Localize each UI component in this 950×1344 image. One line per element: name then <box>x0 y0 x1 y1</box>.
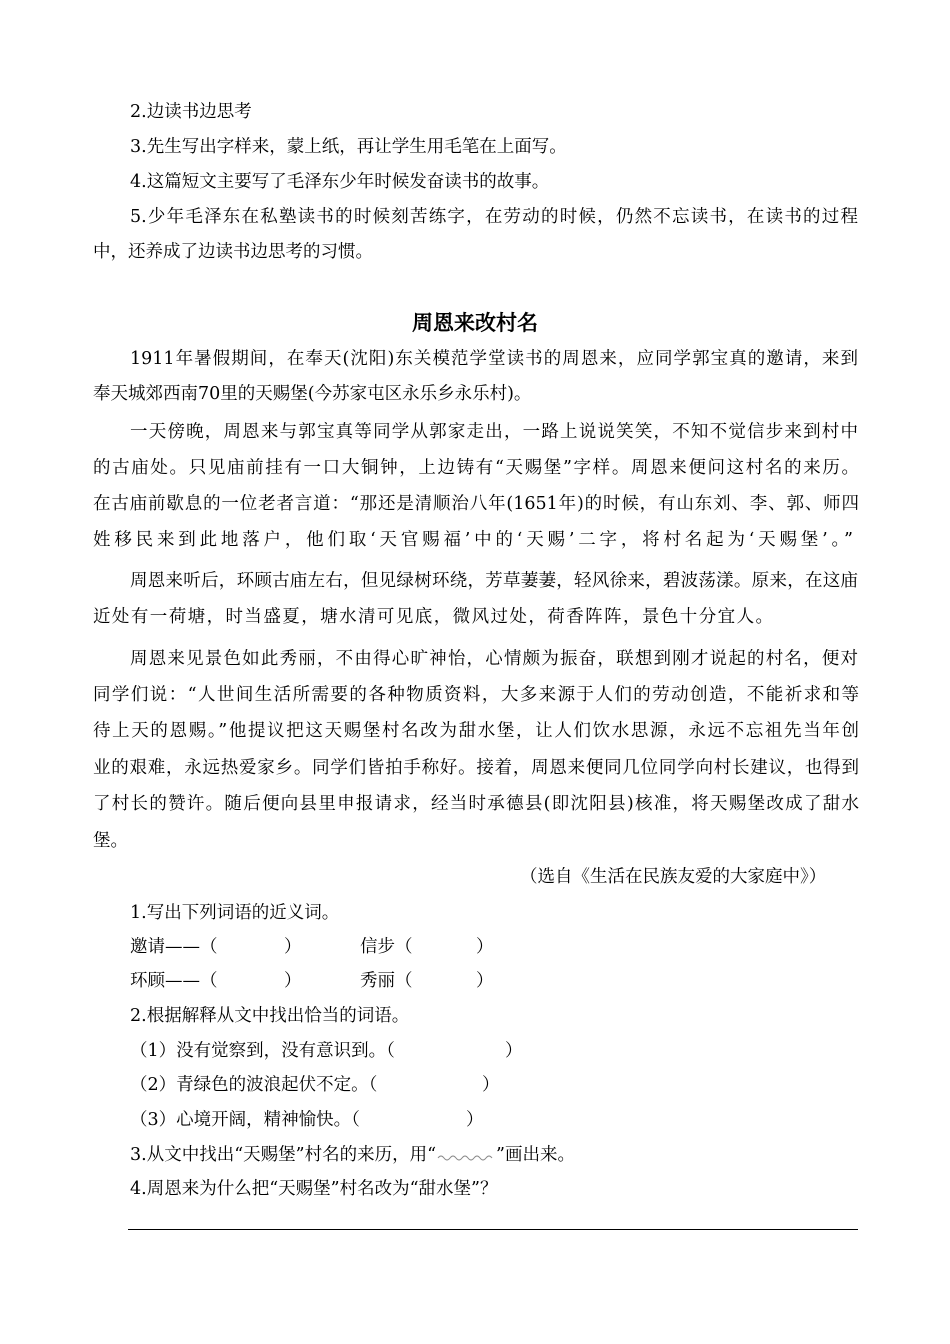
article-title: 周恩来改村名 <box>412 311 538 335</box>
question-2-item-1-close: ） <box>505 1041 523 1061</box>
answer-3: 3.先生写出字样来，蒙上纸，再让学生用毛笔在上面写。 <box>130 137 567 157</box>
question-1-word-3-open: 环顾——（ <box>130 971 218 991</box>
question-3-text-a: 3.从文中找出“天赐堡”村名的来历，用“ <box>130 1145 437 1165</box>
question-2-item-3: （3）心境开阔，精神愉快。（ <box>130 1110 360 1130</box>
question-2: 2.根据解释从文中找出恰当的词语。 <box>130 1006 410 1026</box>
paragraph-1-line-1: 1911年暑假期间，在奉天(沈阳)东关模范学堂读书的周恩来，应同学郭宝真的邀请，来到 <box>130 349 858 369</box>
answer-2: 2.边读书边思考 <box>130 102 252 122</box>
question-2-item-2: （2）青绿色的波浪起伏不定。（ <box>130 1075 378 1095</box>
paragraph-4-line-5: 了村长的赞许。随后便向县里申报请求，经当时承德县(即沈阳县)核准，将天赐堡改成了甜水 <box>93 794 859 814</box>
paragraph-2-line-2: 的古庙处。只见庙前挂有一口大铜钟，上边铸有“天赐堡”字样。周恩来便问这村名的来历。 <box>93 458 859 478</box>
question-3 <box>130 1143 575 1167</box>
question-1-word-2-close: ） <box>476 937 494 957</box>
article-source: （选自《生活在民族友爱的大家庭中》） <box>520 867 827 887</box>
paragraph-2-line-3: 在古庙前歇息的一位老者言道：“那还是清顺治八年(1651年)的时候，有山东刘、李、郭、师四 <box>93 494 859 514</box>
wavy-underline-icon <box>436 1152 496 1162</box>
question-2-item-3-close: ） <box>466 1110 484 1130</box>
question-1-word-1-close: ） <box>284 937 302 957</box>
answer-5-line-1: 5.少年毛泽东在私塾读书的时候刻苦练字，在劳动的时候，仍然不忘读书，在读书的过程 <box>130 207 858 227</box>
question-1-word-2-open: 信步（ <box>360 937 413 957</box>
paragraph-3-line-1: 周恩来听后，环顾古庙左右，但见绿树环绕，芳草萋萋，轻风徐来，碧波荡漾。原来，在这庙 <box>130 571 858 591</box>
paragraph-3-line-2: 近处有一荷塘，时当盛夏，塘水清可见底，微风过处，荷香阵阵，景色十分宜人。 <box>93 607 773 627</box>
answer-4: 4.这篇短文主要写了毛泽东少年时候发奋读书的故事。 <box>130 172 550 192</box>
question-3-text-b: ”画出来。 <box>496 1145 575 1165</box>
question-1-word-4-open: 秀丽（ <box>360 971 413 991</box>
question-1-word-1-open: 邀请——（ <box>130 937 218 957</box>
paragraph-1-line-2: 奉天城郊西南70里的天赐堡(今苏家屯区永乐乡永乐村)。 <box>93 384 532 404</box>
paragraph-4-line-1: 周恩来见景色如此秀丽，不由得心旷神怡，心情颇为振奋，联想到刚才说起的村名，便对 <box>130 649 858 669</box>
question-1: 1.写出下列词语的近义词。 <box>130 903 340 923</box>
question-2-item-1: （1）没有觉察到，没有意识到。（ <box>130 1041 395 1061</box>
paragraph-4-line-3: 待上天的恩赐。”他提议把这天赐堡村名改为甜水堡，让人们饮水思源，永远不忘祖先当年创 <box>93 721 859 741</box>
question-2-item-2-close: ） <box>482 1075 500 1095</box>
paragraph-2-line-1: 一天傍晚，周恩来与郭宝真等同学从郭家走出，一路上说说笑笑，不知不觉信步来到村中 <box>130 422 858 442</box>
question-1-word-3-close: ） <box>284 971 302 991</box>
question-4: 4.周恩来为什么把“天赐堡”村名改为“甜水堡”？ <box>130 1179 498 1199</box>
paragraph-4-line-2: 同学们说：“人世间生活所需要的各种物质资料，大多来源于人们的劳动创造，不能祈求和等 <box>93 685 859 705</box>
paragraph-2-line-4: 姓移民来到此地落户，他们取‘天官赐福’中的‘天赐’二字，将村名起为‘天赐堡’。” <box>93 530 853 550</box>
paragraph-4-line-6: 堡。 <box>93 831 128 851</box>
answer-5-line-2: 中，还养成了边读书边思考的习惯。 <box>93 242 373 262</box>
answer-line[interactable] <box>128 1229 858 1230</box>
question-1-word-4-close: ） <box>476 971 494 991</box>
paragraph-4-line-4: 业的艰难，永远热爱家乡。同学们皆拍手称好。接着，周恩来便同几位同学向村长建议，也得到 <box>93 758 859 778</box>
